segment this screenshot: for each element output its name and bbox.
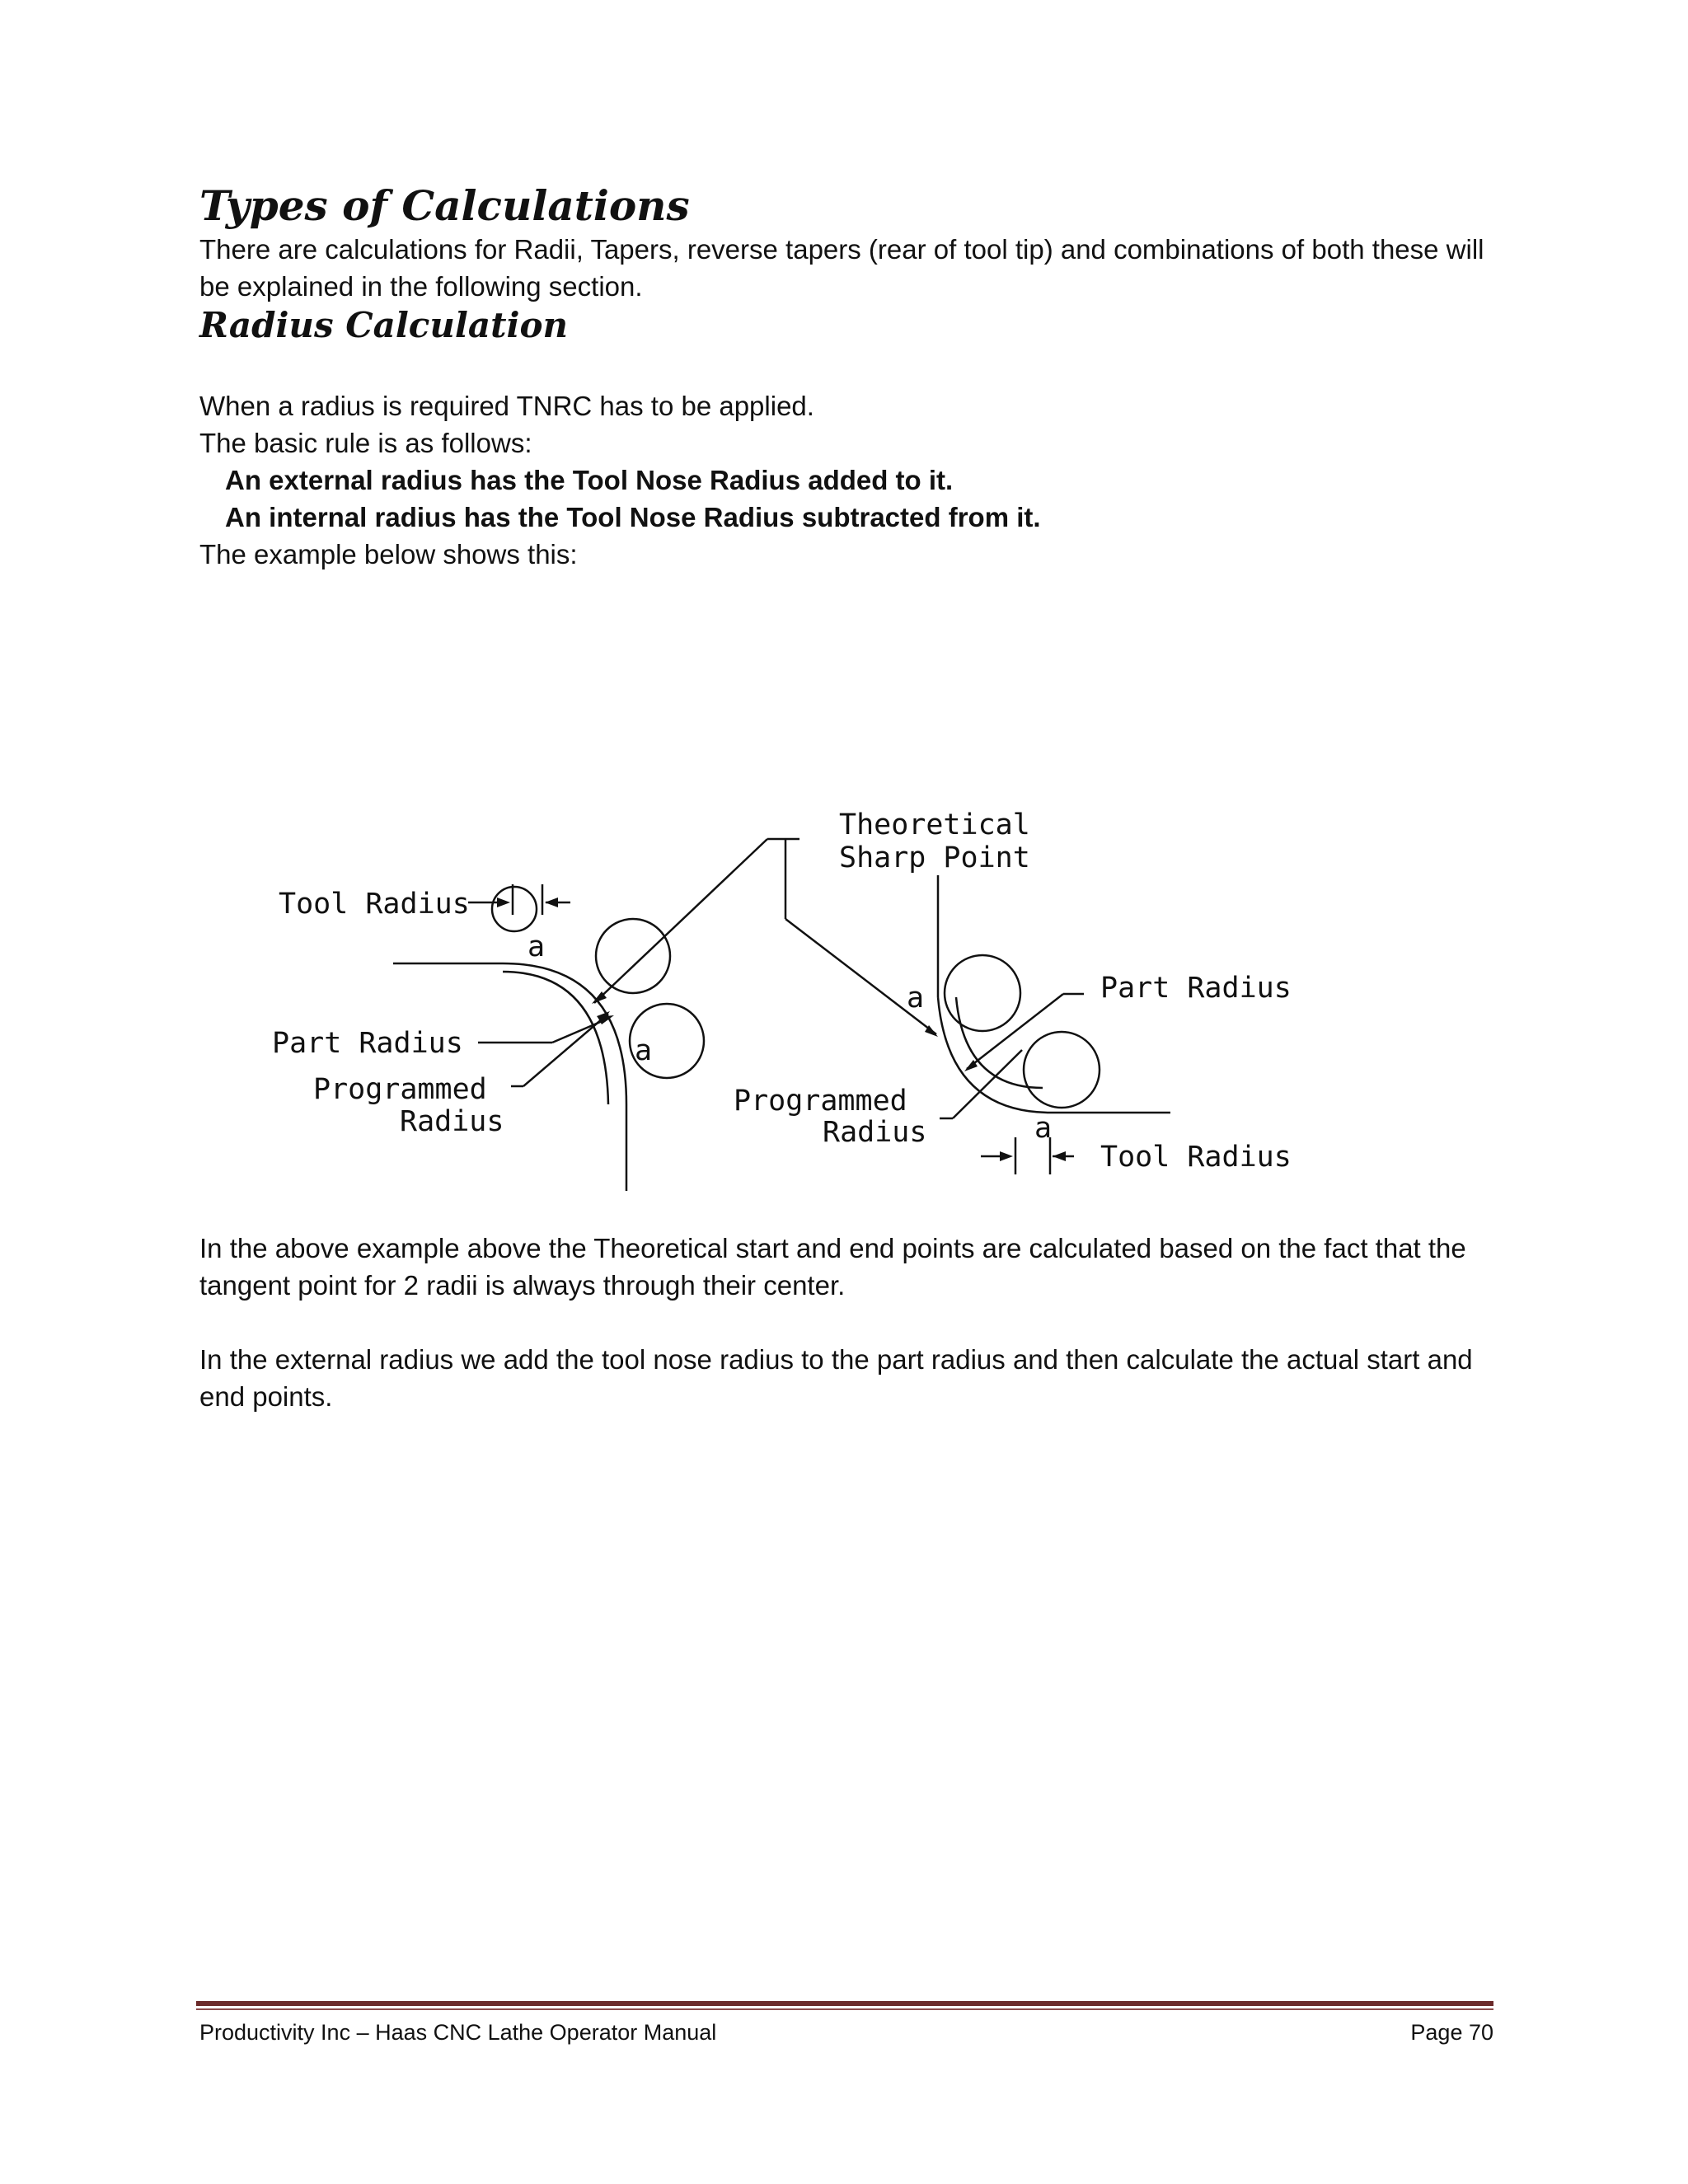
label-radius-right: Radius: [823, 1116, 927, 1149]
explanation-paragraph-1: In the above example above the Theoretical start and end points are calculated based on the fact that the tangent point for 2 radii is always through their center.: [199, 1233, 1466, 1301]
footer-rule-thin: [196, 2008, 1493, 2010]
section-title: Types of Calculations: [199, 181, 690, 230]
label-tool-radius-left: Tool Radius: [279, 888, 470, 921]
marker-a-1: a: [528, 930, 546, 963]
radius-line-2: The basic rule is as follows:: [199, 428, 532, 459]
rule-external: An external radius has the Tool Nose Radius added to it.: [225, 465, 954, 496]
intro-paragraph: There are calculations for Radii, Tapers, reverse tapers (rear of tool tip) and combinations of both these will be explained in the following section.: [199, 234, 1484, 302]
marker-a-4: a: [1034, 1112, 1053, 1145]
label-sharp-point: Sharp Point: [839, 841, 1030, 874]
marker-a-3: a: [907, 982, 925, 1015]
label-part-radius-left: Part Radius: [272, 1027, 463, 1060]
internal-tool-circle-upper: [945, 955, 1020, 1031]
marker-a-2: a: [635, 1034, 653, 1067]
label-programmed-left: Programmed: [313, 1073, 487, 1106]
label-part-radius-right: Part Radius: [1100, 972, 1292, 1005]
explanation-paragraph-1-wrap: [199, 1230, 1502, 1304]
page-number: Page 70: [1410, 2020, 1493, 2045]
external-programmed-profile: [503, 972, 608, 1104]
label-programmed-right: Programmed: [734, 1085, 907, 1118]
label-theoretical: Theoretical: [839, 808, 1030, 841]
rule-internal: An internal radius has the Tool Nose Radius subtracted from it.: [225, 502, 1041, 533]
footer-title: Productivity Inc – Haas CNC Lathe Operator Manual: [199, 2020, 717, 2045]
page-content: [199, 181, 1502, 573]
label-radius-left: Radius: [400, 1105, 504, 1138]
tnrc-diagram-svg: [264, 791, 1335, 1195]
external-tool-circle-middle: [596, 919, 670, 993]
footer-rule: [196, 2001, 1493, 2006]
radius-rules-block: [199, 387, 1502, 573]
external-tool-circle-top: [492, 887, 537, 931]
tnrc-diagram: [264, 791, 1335, 1195]
internal-tool-circle-lower: [1024, 1032, 1100, 1108]
label-tool-radius-right: Tool Radius: [1100, 1141, 1292, 1174]
explanation-paragraph-2: In the external radius we add the tool nose radius to the part radius and then calculate the actual start and end points.: [199, 1344, 1473, 1412]
explanation-paragraph-2-wrap: [199, 1341, 1502, 1415]
radius-line-1: When a radius is required TNRC has to be applied.: [199, 391, 814, 422]
radius-line-3: The example below shows this:: [199, 539, 578, 570]
subsection-title: Radius Calculation: [199, 305, 568, 345]
